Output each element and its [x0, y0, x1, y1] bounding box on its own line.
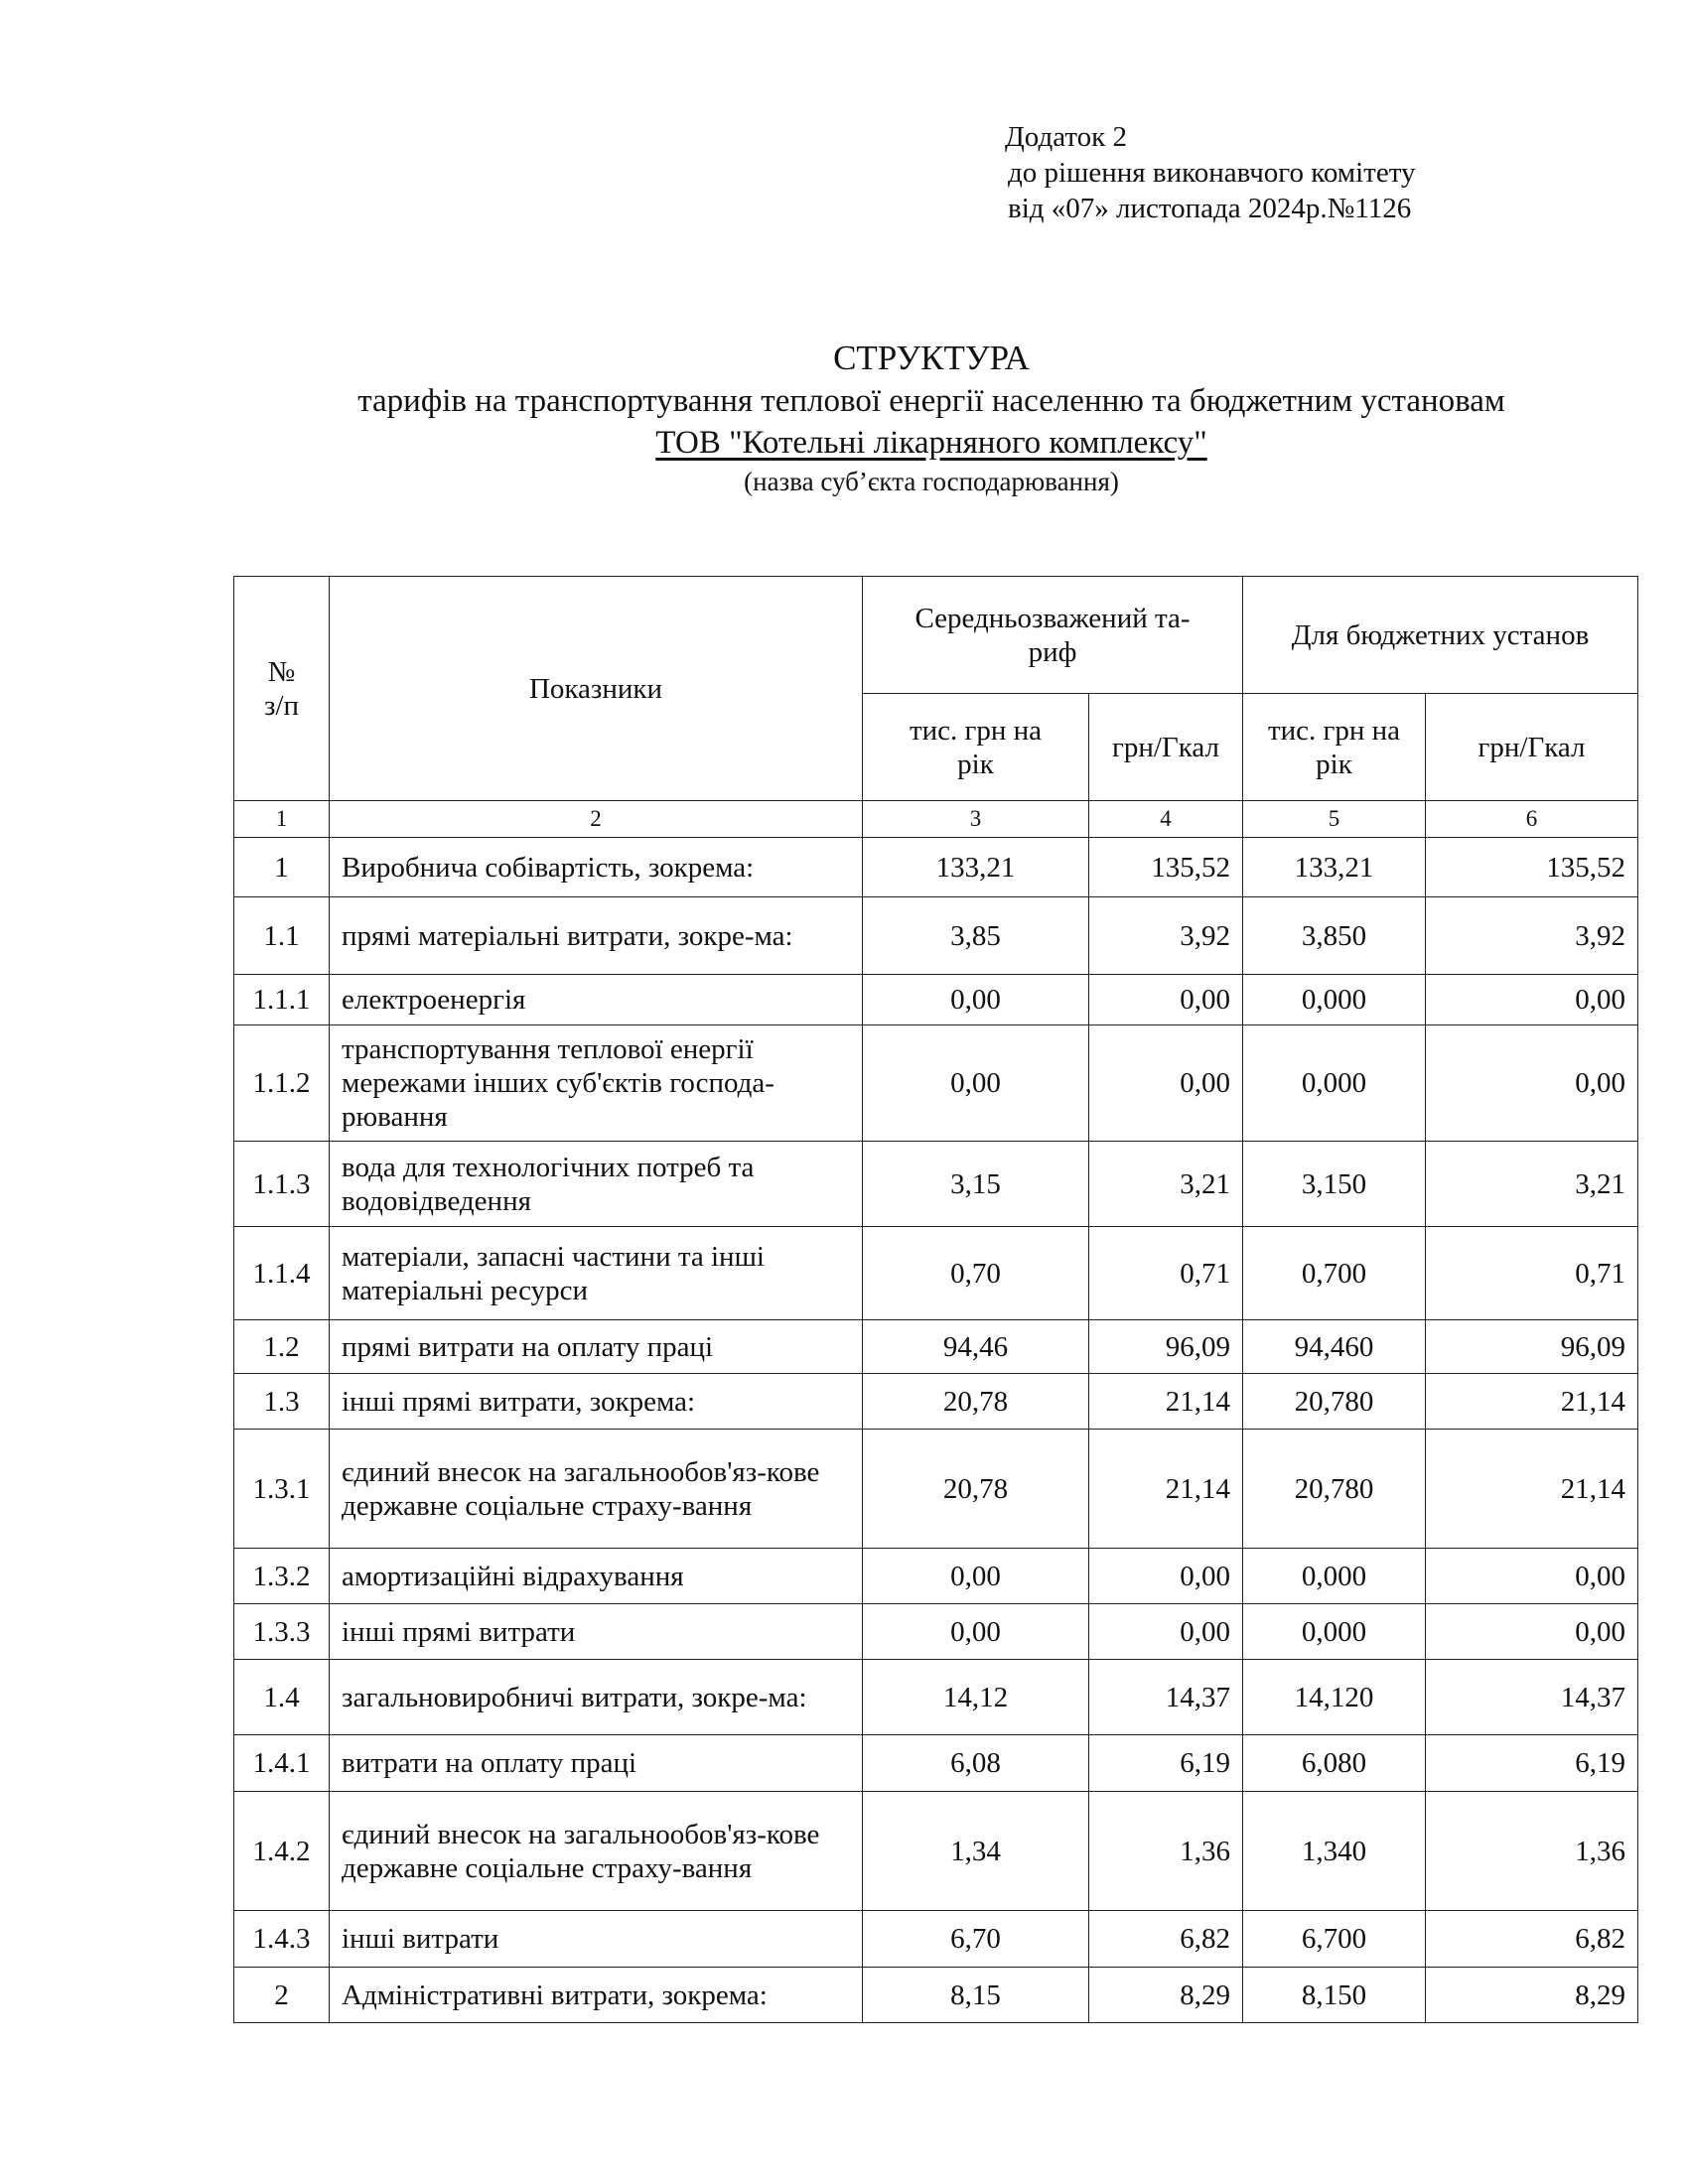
budget-uah-per-gcal: 6,19: [1426, 1735, 1638, 1792]
budget-thousand-uah: 0,000: [1243, 1604, 1426, 1660]
header-row-groups: [234, 577, 1638, 694]
budget-thousand-uah: 20,780: [1243, 1374, 1426, 1430]
budget-uah-per-gcal: 135,52: [1426, 838, 1638, 897]
row-number: 1.1.3: [234, 1142, 330, 1227]
unit-label: тис. грн на рік: [1267, 714, 1401, 780]
budget-thousand-uah: 0,700: [1243, 1227, 1426, 1320]
row-number: 1.1.2: [234, 1025, 330, 1142]
header-budget-institutions: Для бюджетних установ: [1243, 577, 1638, 694]
table-row: [234, 1374, 1638, 1430]
decision-reference: до рішення виконавчого комітету: [1008, 157, 1416, 189]
budget-uah-per-gcal: 3,21: [1426, 1142, 1638, 1227]
budget-uah-per-gcal: 3,92: [1426, 897, 1638, 975]
row-indicator: вода для технологічних потреб та водовідведення: [330, 1142, 863, 1227]
weighted-thousand-uah: 20,78: [863, 1430, 1089, 1549]
weighted-uah-per-gcal: 96,09: [1089, 1320, 1243, 1374]
budget-thousand-uah: 94,460: [1243, 1320, 1426, 1374]
document-subtitle: тарифів на транспортування теплової енергії населенню та бюджетним установам: [357, 383, 1505, 419]
weighted-uah-per-gcal: 0,00: [1089, 975, 1243, 1025]
weighted-uah-per-gcal: 21,14: [1089, 1430, 1243, 1549]
header-unit-gcal-budget: грн/Гкал: [1426, 694, 1638, 801]
weighted-uah-per-gcal: 3,21: [1089, 1142, 1243, 1227]
weighted-thousand-uah: 0,00: [863, 1549, 1089, 1604]
budget-thousand-uah: 133,21: [1243, 838, 1426, 897]
company-name-line: [0, 422, 1688, 464]
weighted-uah-per-gcal: 0,71: [1089, 1227, 1243, 1320]
budget-uah-per-gcal: 0,00: [1426, 1604, 1638, 1660]
budget-thousand-uah: 0,000: [1243, 1549, 1426, 1604]
document-title-block: [0, 336, 1688, 499]
table-row: [234, 1142, 1638, 1227]
budget-uah-per-gcal: 0,00: [1426, 1025, 1638, 1142]
column-index-row: [234, 801, 1638, 838]
row-indicator: єдиний внесок на загальнообов'яз-кове державне соціальне страху-вання: [330, 1792, 863, 1911]
budget-uah-per-gcal: 8,29: [1426, 1968, 1638, 2023]
header-num-label: № з/п: [263, 655, 300, 722]
table-row: [234, 975, 1638, 1025]
row-indicator: загальновиробничі витрати, зокре-ма:: [330, 1660, 863, 1735]
header-weighted-tariff: Середньозважений та-риф: [863, 577, 1243, 694]
row-number: 1.3.3: [234, 1604, 330, 1660]
document-title: СТРУКТУРА: [833, 339, 1030, 377]
budget-uah-per-gcal: 1,36: [1426, 1792, 1638, 1911]
table-row: [234, 1660, 1638, 1735]
table-row: [234, 1792, 1638, 1911]
weighted-uah-per-gcal: 8,29: [1089, 1968, 1243, 2023]
weighted-uah-per-gcal: 0,00: [1089, 1549, 1243, 1604]
weighted-thousand-uah: 1,34: [863, 1792, 1089, 1911]
company-name: ТОВ "Котельні лікарняного комплексу": [655, 425, 1207, 461]
row-number: 1.3: [234, 1374, 330, 1430]
header-indicators: Показники: [330, 577, 863, 801]
table-row: [234, 1911, 1638, 1968]
budget-uah-per-gcal: 14,37: [1426, 1660, 1638, 1735]
budget-thousand-uah: 3,850: [1243, 897, 1426, 975]
decision-date-number: від «07» листопада 2024р.№1126: [1008, 193, 1412, 224]
row-number: 1.3.2: [234, 1549, 330, 1604]
weighted-thousand-uah: 94,46: [863, 1320, 1089, 1374]
row-number: 2: [234, 1968, 330, 2023]
table-row: [234, 1227, 1638, 1320]
weighted-thousand-uah: 0,00: [863, 975, 1089, 1025]
row-number: 1.2: [234, 1320, 330, 1374]
weighted-uah-per-gcal: 14,37: [1089, 1660, 1243, 1735]
budget-uah-per-gcal: 96,09: [1426, 1320, 1638, 1374]
weighted-thousand-uah: 0,00: [863, 1025, 1089, 1142]
row-number: 1.4.3: [234, 1911, 330, 1968]
column-index: 1: [234, 801, 330, 838]
budget-uah-per-gcal: 6,82: [1426, 1911, 1638, 1968]
row-indicator: електроенергія: [330, 975, 863, 1025]
weighted-thousand-uah: 133,21: [863, 838, 1089, 897]
appendix-label: Додаток 2: [1005, 121, 1127, 153]
tariff-structure-table: [233, 576, 1638, 2023]
weighted-thousand-uah: 8,15: [863, 1968, 1089, 2023]
budget-uah-per-gcal: 21,14: [1426, 1374, 1638, 1430]
table-row: [234, 1430, 1638, 1549]
table-row: [234, 1549, 1638, 1604]
table-row: [234, 1604, 1638, 1660]
weighted-thousand-uah: 3,15: [863, 1142, 1089, 1227]
row-number: 1.4.1: [234, 1735, 330, 1792]
weighted-uah-per-gcal: 135,52: [1089, 838, 1243, 897]
header-unit-thousand-budget: [1243, 694, 1426, 801]
row-indicator: прямі матеріальні витрати, зокре-ма:: [330, 897, 863, 975]
column-index: 2: [330, 801, 863, 838]
budget-thousand-uah: 6,700: [1243, 1911, 1426, 1968]
appendix-note: [1005, 119, 1416, 226]
budget-thousand-uah: 1,340: [1243, 1792, 1426, 1911]
row-number: 1.1: [234, 897, 330, 975]
row-indicator: інші витрати: [330, 1911, 863, 1968]
row-indicator: єдиний внесок на загальнообов'яз-кове державне соціальне страху-вання: [330, 1430, 863, 1549]
budget-uah-per-gcal: 0,71: [1426, 1227, 1638, 1320]
header-unit-gcal-weighted: грн/Гкал: [1089, 694, 1243, 801]
table-row: [234, 897, 1638, 975]
row-number: 1.1.1: [234, 975, 330, 1025]
column-index: 5: [1243, 801, 1426, 838]
weighted-thousand-uah: 6,08: [863, 1735, 1089, 1792]
weighted-uah-per-gcal: 3,92: [1089, 897, 1243, 975]
row-indicator: Виробнича собівартість, зокрема:: [330, 838, 863, 897]
unit-label: тис. грн на рік: [909, 714, 1043, 780]
table-row: [234, 1735, 1638, 1792]
header-num: [234, 577, 330, 801]
company-caption: (назва суб’єкта господарювання): [744, 467, 1119, 496]
weighted-uah-per-gcal: 0,00: [1089, 1025, 1243, 1142]
weighted-uah-per-gcal: 21,14: [1089, 1374, 1243, 1430]
row-indicator: амортизаційні відрахування: [330, 1549, 863, 1604]
weighted-thousand-uah: 20,78: [863, 1374, 1089, 1430]
budget-thousand-uah: 0,000: [1243, 1025, 1426, 1142]
row-number: 1.4.2: [234, 1792, 330, 1911]
budget-uah-per-gcal: 21,14: [1426, 1430, 1638, 1549]
row-indicator: транспортування теплової енергії мережами інших суб'єктів господа-рювання: [330, 1025, 863, 1142]
table-row: [234, 1968, 1638, 2023]
row-number: 1.1.4: [234, 1227, 330, 1320]
weighted-thousand-uah: 3,85: [863, 897, 1089, 975]
weighted-uah-per-gcal: 1,36: [1089, 1792, 1243, 1911]
row-indicator: інші прямі витрати, зокрема:: [330, 1374, 863, 1430]
budget-thousand-uah: 0,000: [1243, 975, 1426, 1025]
table-row: [234, 1320, 1638, 1374]
weighted-thousand-uah: 6,70: [863, 1911, 1089, 1968]
budget-uah-per-gcal: 0,00: [1426, 975, 1638, 1025]
row-indicator: матеріали, запасні частини та інші матеріальні ресурси: [330, 1227, 863, 1320]
column-index: 3: [863, 801, 1089, 838]
weighted-thousand-uah: 0,70: [863, 1227, 1089, 1320]
budget-thousand-uah: 3,150: [1243, 1142, 1426, 1227]
column-index: 6: [1426, 801, 1638, 838]
row-number: 1: [234, 838, 330, 897]
weighted-uah-per-gcal: 6,19: [1089, 1735, 1243, 1792]
row-number: 1.3.1: [234, 1430, 330, 1549]
column-index: 4: [1089, 801, 1243, 838]
budget-thousand-uah: 8,150: [1243, 1968, 1426, 2023]
weighted-thousand-uah: 0,00: [863, 1604, 1089, 1660]
table-row: [234, 838, 1638, 897]
budget-uah-per-gcal: 0,00: [1426, 1549, 1638, 1604]
row-number: 1.4: [234, 1660, 330, 1735]
budget-thousand-uah: 14,120: [1243, 1660, 1426, 1735]
table-row: [234, 1025, 1638, 1142]
row-indicator: Адміністративні витрати, зокрема:: [330, 1968, 863, 2023]
row-indicator: прямі витрати на оплату праці: [330, 1320, 863, 1374]
row-indicator: інші прямі витрати: [330, 1604, 863, 1660]
budget-thousand-uah: 6,080: [1243, 1735, 1426, 1792]
row-indicator: витрати на оплату праці: [330, 1735, 863, 1792]
header-unit-thousand-weighted: [863, 694, 1089, 801]
weighted-thousand-uah: 14,12: [863, 1660, 1089, 1735]
budget-thousand-uah: 20,780: [1243, 1430, 1426, 1549]
weighted-uah-per-gcal: 0,00: [1089, 1604, 1243, 1660]
weighted-uah-per-gcal: 6,82: [1089, 1911, 1243, 1968]
